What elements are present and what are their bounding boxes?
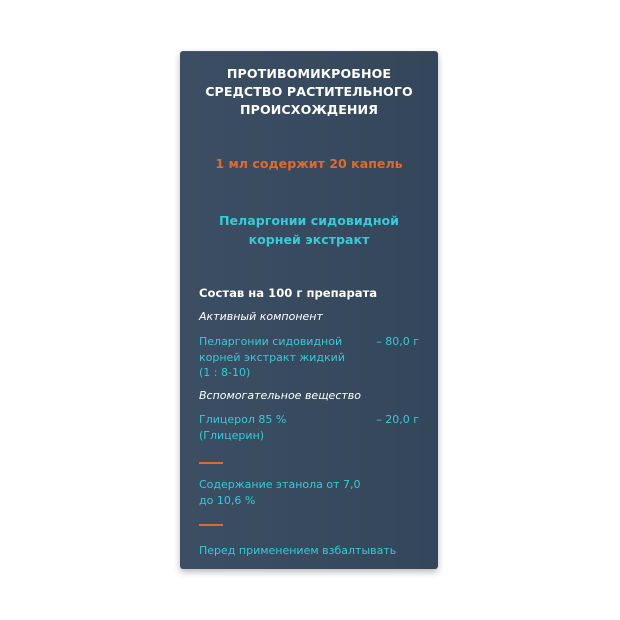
orange-divider bbox=[199, 462, 223, 464]
product-category-title: ПРОТИВОМИКРОБНОЕ СРЕДСТВО РАСТИТЕЛЬНОГО ПРОИСХОЖДЕНИЯ bbox=[205, 66, 413, 117]
active-ingredient-quantity: – 80,0 г bbox=[376, 335, 419, 348]
product-name: Пеларгонии сидовидной корней экстракт bbox=[218, 213, 400, 247]
drops-per-ml-text: 1 мл содержит 20 капель bbox=[215, 156, 403, 171]
shake-before-use-text: Перед применением взбалтывать bbox=[199, 544, 397, 557]
excipient-label: Вспомогательное вещество bbox=[199, 389, 361, 402]
excipient-name: Глицерол 85 % (Глицерин) bbox=[199, 413, 287, 442]
ethanol-content-text: Содержание этанола от 7,0 до 10,6 % bbox=[199, 478, 361, 507]
excipient-quantity: – 20,0 г bbox=[376, 413, 419, 426]
orange-divider bbox=[199, 524, 223, 526]
composition-title: Состав на 100 г препарата bbox=[199, 286, 378, 300]
active-component-label: Активный компонент bbox=[199, 310, 323, 323]
package-panel bbox=[180, 51, 438, 569]
active-ingredient-name: Пеларгонии сидовидной корней экстракт жидкий (1 : 8-10) bbox=[199, 335, 345, 379]
